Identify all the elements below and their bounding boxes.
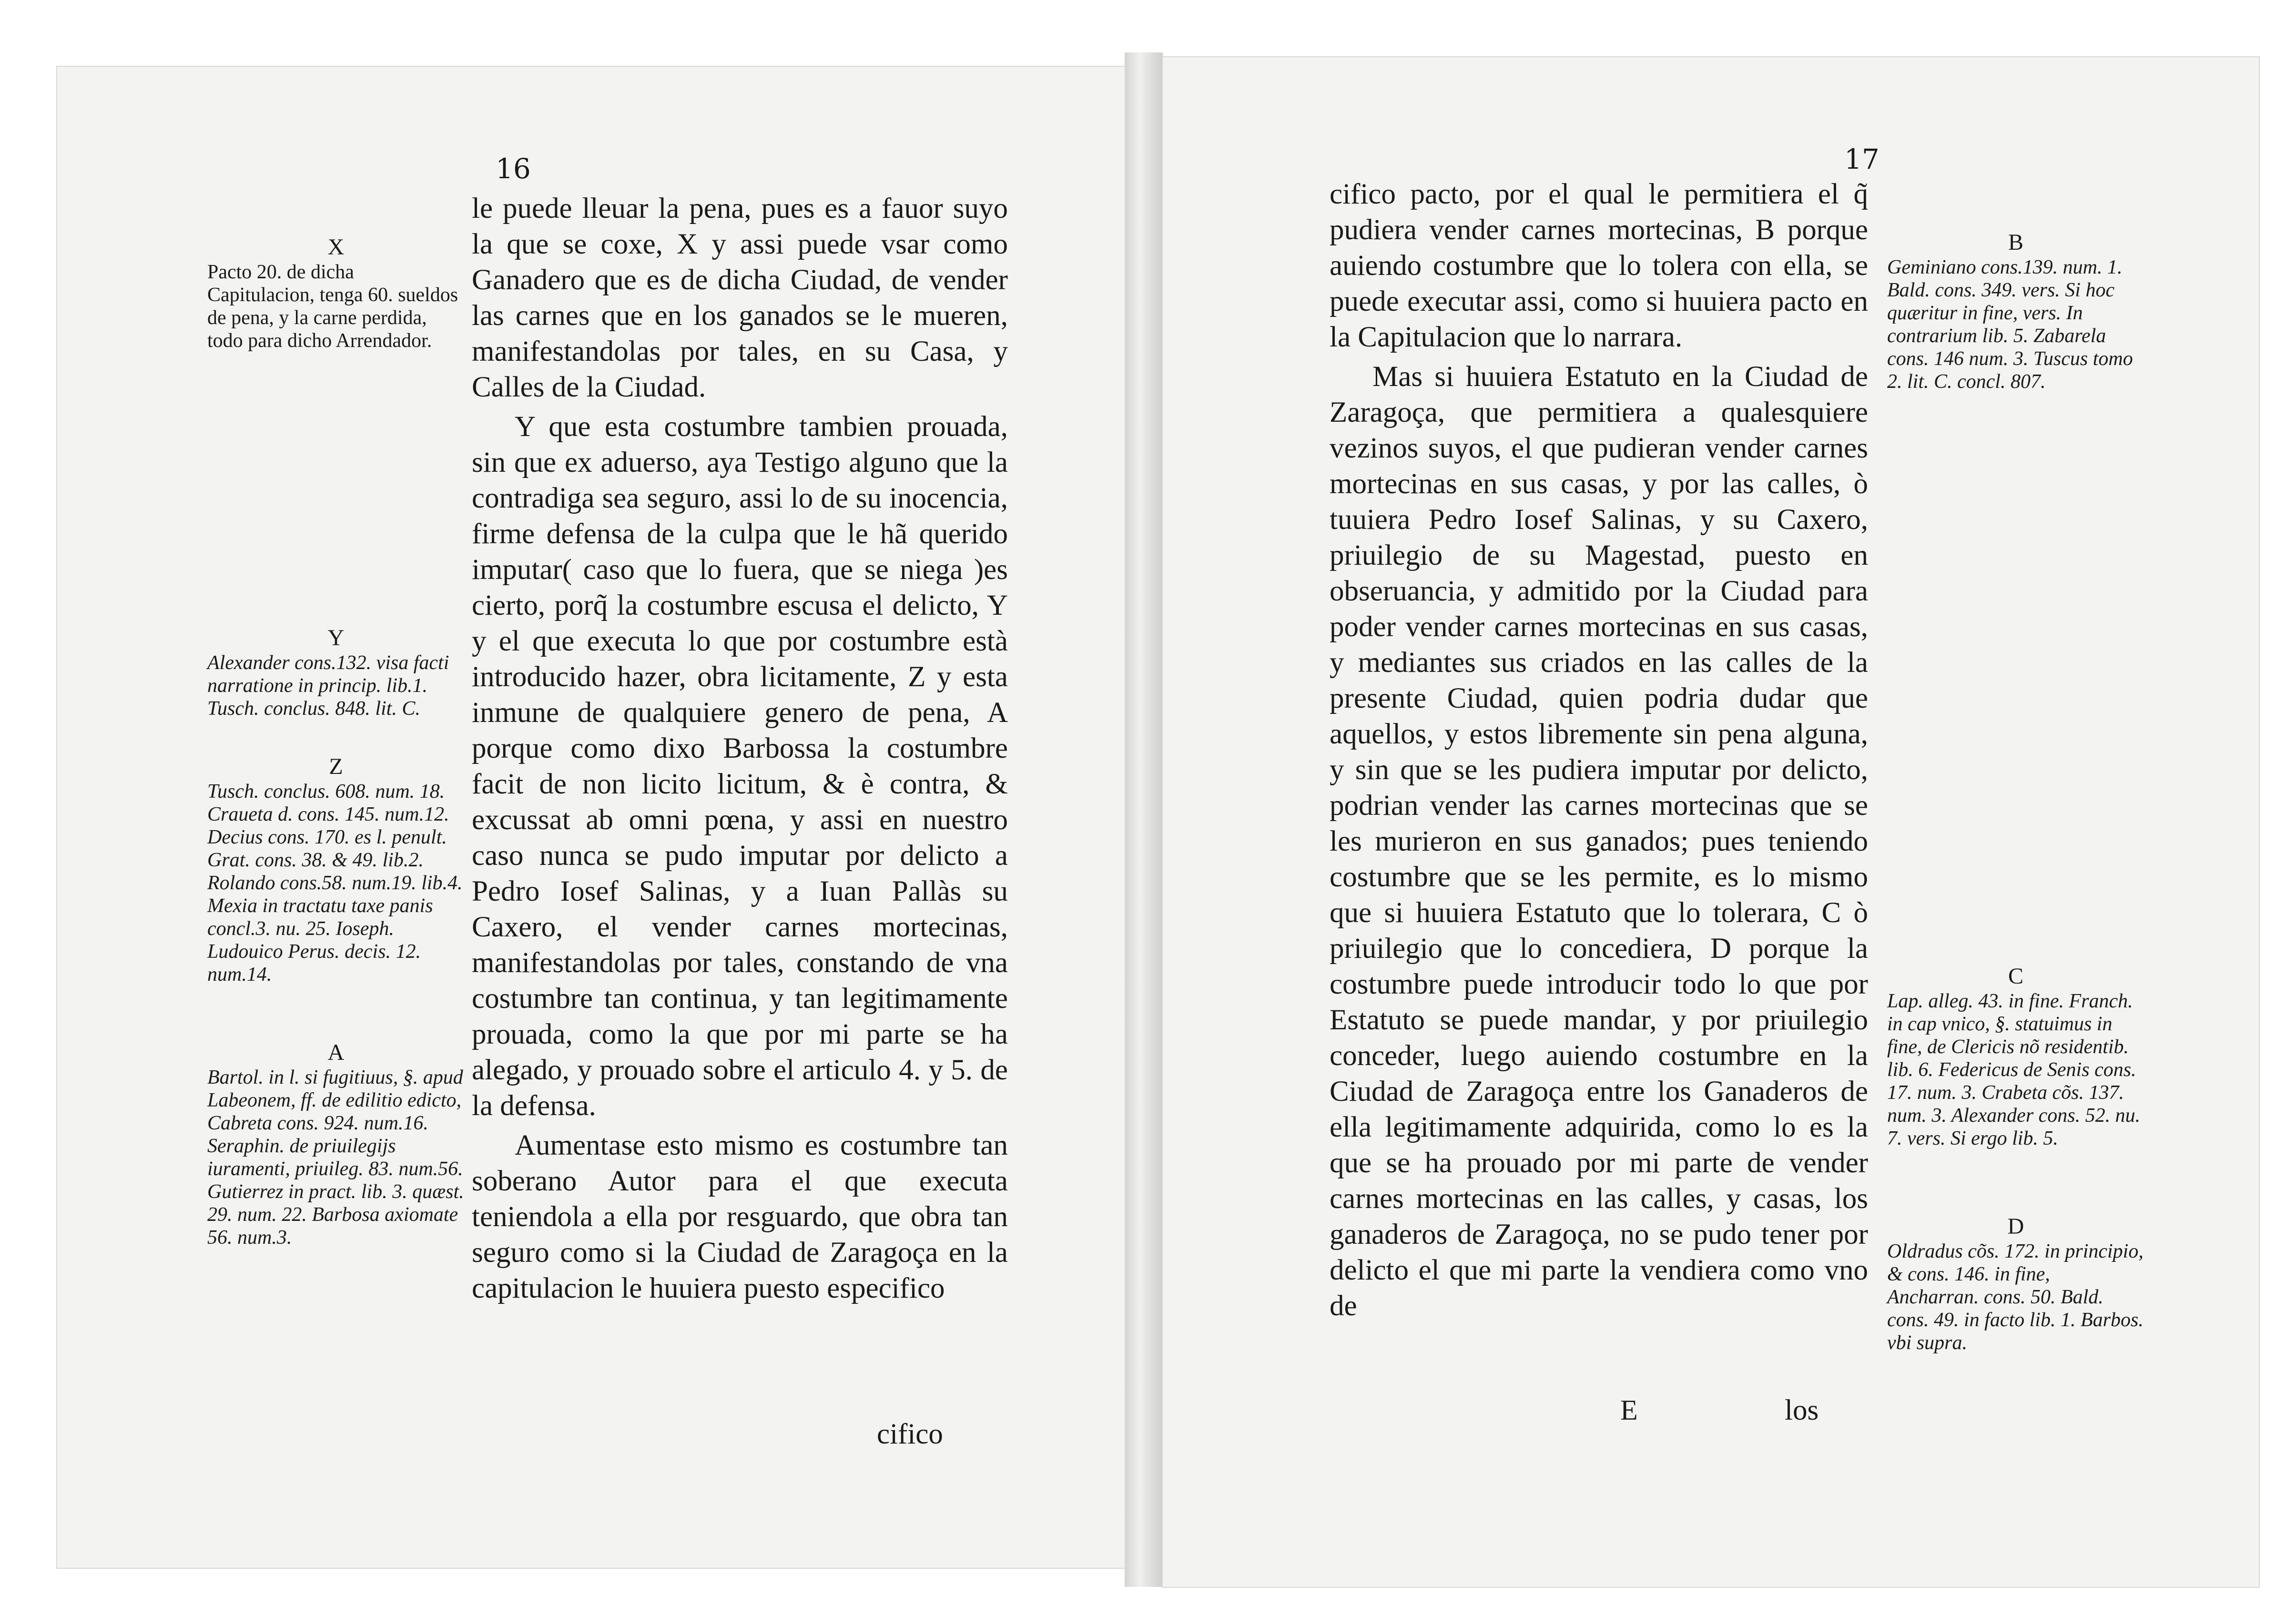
- margin-note-b: [1887, 231, 2144, 393]
- left-paragraph: Y que esta costumbre tambien prouada, sin que ex aduerso, aya Testigo alguno que la contradiga sea seguro, assi lo de su inocencia, firme defensa de la culpa que le hã querido imputar( caso que lo fuera, que se niega )es cierto, porq̃ la costumbre escusa el delicto, Y y el que executa lo que por costumbre està introducido hazer, obra licitamente, Z y esta inmune de qualquiere genero de pena, A porque como dixo Barbossa la costumbre facit de non licito licitum, & è contra, & excussat ab omni pœna, y assi en nuestro caso nunca se pudo imputar por delicto a Pedro Iosef Salinas, y a Iuan Pallàs su Caxero, el vender carnes mortecinas, manifestandolas por tales, constando de vna costumbre tan continua, y tan legitimamente prouada, como la que por mi parte se ha alegado, y prouado sobre el articulo 4. y 5. de la defensa.: [472, 411, 1008, 1122]
- right-page-number: 17: [1844, 143, 1879, 175]
- note-marker: B: [2008, 230, 2023, 255]
- left-main-text: [472, 191, 1008, 1306]
- margin-note-y: [207, 627, 465, 720]
- note-text: Oldradus cõs. 172. in principio, & cons. 146. in fine, Ancharran. cons. 50. Bald. cons. 49. in facto lib. 1. Barbos. vbi supra.: [1887, 1240, 2144, 1354]
- note-marker: A: [327, 1040, 345, 1065]
- note-text: Alexander cons.132. visa facti narratione in princip. lib.1. Tusch. conclus. 848. lit. C.: [207, 652, 449, 720]
- note-text: Lap. alleg. 43. in fine. Franch. in cap vnico, §. statuimus in fine, de Clericis nõ residentib. lib. 6. Federicus de Senis cons. 17. num. 3. Crabeta cõs. 137. num. 3. Alexander cons. 52. nu. 7. vers. Si ergo lib. 5.: [1887, 990, 2141, 1149]
- note-text: Geminiano cons.139. num. 1. Bald. cons. 349. vers. Si hoc quæritur in fine, vers. In contrarium lib. 5. Zabarela cons. 146 num. 3. Tuscus tomo 2. lit. C. concl. 807.: [1887, 256, 2133, 393]
- margin-note-a: [207, 1041, 465, 1249]
- margin-note-z: [207, 755, 465, 986]
- right-paragraph: Mas si huuiera Estatuto en la Ciudad de Zaragoça, que permitiera a qualesquiere vezinos suyos, el que pudieran vender carnes mortecinas en sus casas, y por las calles, ò tuuiera Pedro Iosef Salinas, y su Caxero, priuilegio de su Magestad, puesto en obseruancia, y admitido por la Ciudad para poder vender carnes mortecinas en sus casas, y mediantes sus criados en las calles de la presente Ciudad, quien podria dudar que aquellos, y estos libremente sin pena alguna, y sin que se les pudiera imputar por delicto, podrian vender las carnes mortecinas que se les murieron en sus ganados; pues teniendo costumbre que se les permite, es lo mismo que si huuiera Estatuto que lo tolerara, C ò priuilegio que lo concediera, D porque la costumbre puede introducir todo lo que por Estatuto se puede mandar, y por priuilegio conceder, luego auiendo costumbre en la Ciudad de Zaragoça entre los Ganaderos de ella legitimamente adquirida, como lo es la que se ha prouado por mi parte de vender carnes mortecinas en las calles, y casas, los ganaderos de Zaragoça, no se pudo tener por delicto el que mi parte la vendiera como vno de: [1330, 361, 1868, 1322]
- note-text: Tusch. conclus. 608. num. 18. Craueta d. cons. 145. num.12. Decius cons. 170. es l. penult. Grat. cons. 38. & 49. lib.2. Rolando cons.58. num.19. lib.4. Mexia in tractatu taxe panis concl.3. nu. 25. Ioseph. Ludouico Perus. decis. 12. num.14.: [207, 781, 463, 985]
- book-gutter: [1125, 52, 1163, 1587]
- note-text: Bartol. in l. si fugitiuus, §. apud Labeonem, ff. de edilitio edicto, Cabreta cons. 924. num.16. Seraphin. de priuilegijs iuramenti, priuileg. 83. num.56. Gutierrez in pract. lib. 3. quæst. 29. num. 22. Barbosa axiomate 56. num.3.: [207, 1067, 464, 1249]
- left-page-number: 16: [496, 152, 531, 185]
- left-paragraph: Aumentase esto mismo es costumbre tan soberano Autor para el que executa teniendola a ella por resguardo, que obra tan seguro como si la Ciudad de Zaragoça en la capitulacion le huuiera puesto especifico: [472, 1129, 1008, 1304]
- signature-mark: E: [1620, 1394, 1638, 1426]
- margin-note-c: [1887, 965, 2144, 1150]
- left-paragraph: le puede lleuar la pena, pues es a fauor suyo la que se coxe, X y assi puede vsar como Ganadero que es de dicha Ciudad, de vender las carnes que en los ganados se le mueren, manifestandolas por tales, en su Casa, y Calles de la Ciudad.: [472, 193, 1008, 403]
- right-main-text: [1330, 176, 1868, 1324]
- note-marker: D: [2007, 1214, 2024, 1239]
- note-marker: Z: [329, 754, 343, 779]
- note-marker: X: [327, 234, 345, 260]
- margin-note-x: [207, 236, 465, 352]
- right-paragraph: cifico pacto, por el qual le permitiera el q̃ pudiera vender carnes mortecinas, B porque auiendo costumbre que lo tolera con ella, se puede executar assi, como si huuiera pacto en la Capitulacion que lo narrara.: [1330, 178, 1868, 353]
- right-catchword: los: [1785, 1394, 1819, 1426]
- note-text: Pacto 20. de dicha Capitulacion, tenga 60. sueldos de pena, y la carne perdida, todo para dicho Arrendador.: [207, 261, 458, 352]
- note-marker: C: [2008, 964, 2023, 989]
- left-catchword: cifico: [877, 1418, 943, 1450]
- note-marker: Y: [327, 625, 345, 650]
- margin-note-d: [1887, 1215, 2144, 1354]
